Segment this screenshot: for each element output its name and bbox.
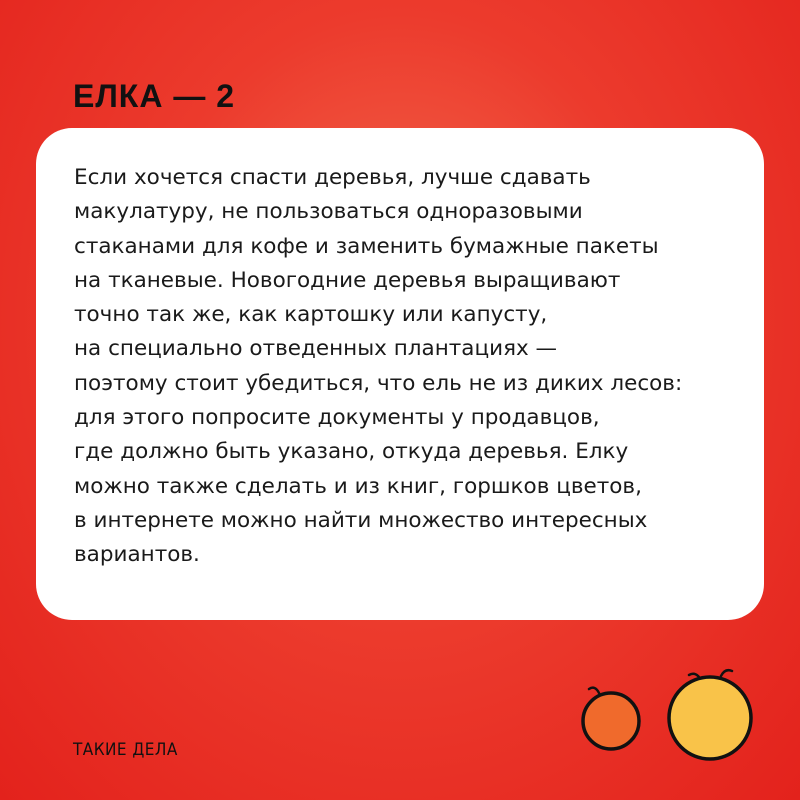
body-line: для этого попросите документы у продавцов, bbox=[74, 405, 600, 431]
body-line: стаканами для кофе и заменить бумажные пакеты bbox=[74, 233, 659, 259]
body-line: вариантов. bbox=[74, 542, 200, 568]
body-line: на тканевые. Новогодние деревья выращивают bbox=[74, 267, 621, 293]
body-line: макулатуру, не пользоваться одноразовыми bbox=[74, 199, 583, 225]
body-line: на специально отведенных плантациях — bbox=[74, 336, 558, 362]
body-line: точно так же, как картошку или капусту, bbox=[74, 302, 548, 328]
ornament-large-icon bbox=[669, 670, 751, 759]
ornament-small-icon bbox=[583, 688, 639, 749]
body-line: поэтому стоит убедиться, что ель не из диких лесов: bbox=[74, 370, 683, 396]
ornaments-decoration bbox=[575, 660, 765, 770]
body-line: в интернете можно найти множество интересных bbox=[74, 507, 648, 533]
body-line: где должно быть указано, откуда деревья. Елку bbox=[74, 439, 629, 465]
card-body bbox=[74, 161, 734, 573]
body-line: можно также сделать и из книг, горшков цветов, bbox=[74, 473, 642, 499]
body-line: Если хочется спасти деревья, лучше сдавать bbox=[74, 165, 591, 190]
slide-title: ЕЛКА — 2 bbox=[73, 78, 236, 114]
brand-logo-text: ТАКИЕ ДЕЛА bbox=[73, 740, 178, 760]
text-card bbox=[36, 128, 764, 620]
